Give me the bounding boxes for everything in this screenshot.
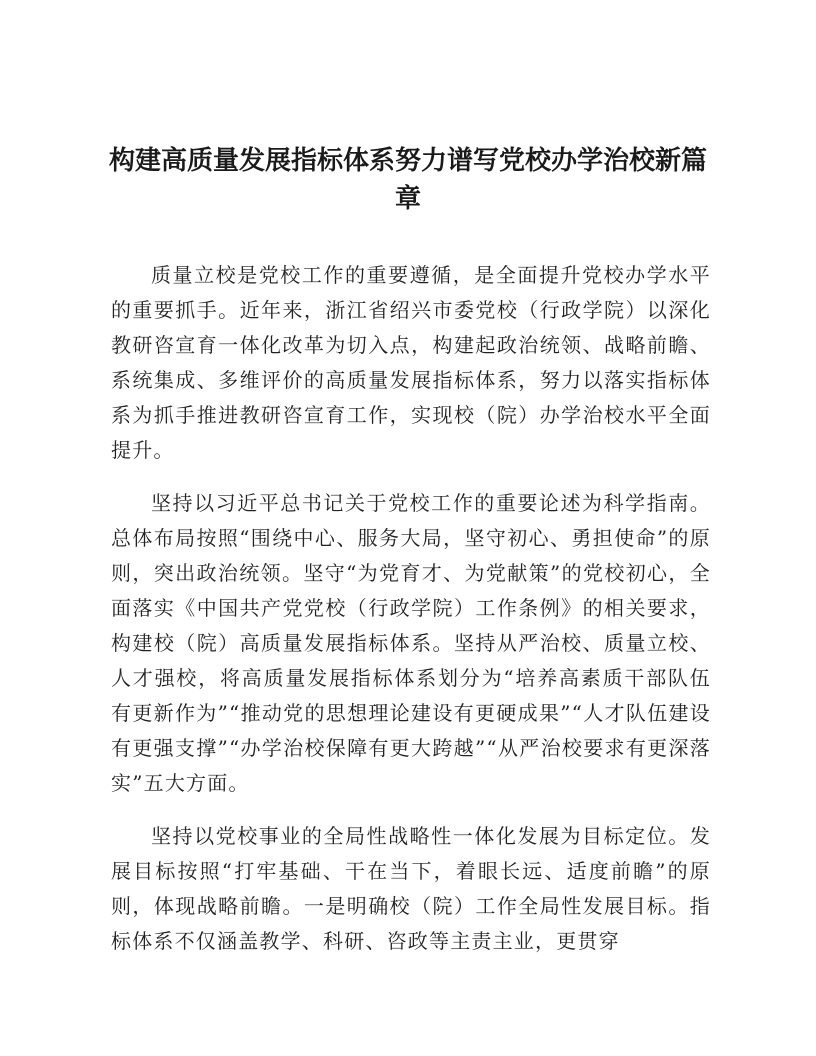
document-body — [111, 258, 711, 977]
document-title: 构建高质量发展指标体系努力谱写党校办学治校新篇章 — [108, 146, 707, 214]
paragraph: 质量立校是党校工作的重要遵循，是全面提升党校办学水平的重要抓手。近年来，浙江省绍兴市委党校（行政学院）以深化教研咨宣育一体化改革为切入点，构建起政治统领、战略前瞻、系统集成、多维评价的高质量发展指标体系，努力以落实指标体系为抓手推进教研咨宣育工作，实现校（院）办学治校水平全面提升。 — [111, 263, 711, 462]
paragraph: 坚持以党校事业的全局性战略性一体化发展为目标定位。发展目标按照“打牢基础、干在当下，着眼长远、适度前瞻”的原则，体现战略前瞻。一是明确校（院）工作全局性发展目标。指标体系不仅涵盖教学、科研、咨政等主责主业，更贯穿 — [111, 824, 711, 953]
paragraph: 坚持以习近平总书记关于党校工作的重要论述为科学指南。总体布局按照“围绕中心、服务大局，坚守初心、勇担使命”的原则，突出政治统领。坚守“为党育才、为党献策”的党校初心，全面落实《中国共产党党校（行政学院）工作条例》的相关要求，构建校（院）高质量发展指标体系。坚持从严治校、质量立校、人才强校，将高质量发展指标体系划分为“培养高素质干部队伍有更新作为”“推动党的思想理论建设有更硬成果”“人才队伍建设有更强支撑”“办学治校保障有更大跨越”“从严治校要求有更深落实”五大方面。 — [111, 491, 711, 795]
